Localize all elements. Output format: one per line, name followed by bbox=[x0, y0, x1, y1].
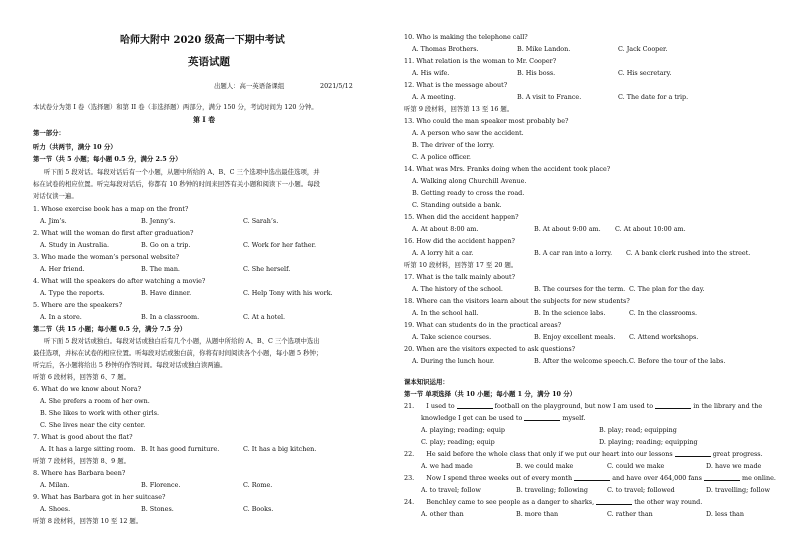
option-c[interactable]: C. A bank clerk rushed into the street. bbox=[626, 249, 751, 257]
question-text: 7. What is good about the flat? bbox=[33, 433, 133, 441]
option-b[interactable]: B. It has good furniture. bbox=[141, 445, 220, 453]
question-text: 15. When did the accident happen? bbox=[404, 213, 519, 221]
answer-blank[interactable] bbox=[457, 403, 493, 409]
question-text: 13. Who could the man speaker most probably be? bbox=[404, 117, 569, 125]
option-c[interactable]: C. At about 10:00 am. bbox=[615, 225, 686, 233]
question-text: 17. What is the talk mainly about? bbox=[404, 273, 516, 281]
material-note: 听第 6 段材料，回答第 6、7 题。 bbox=[33, 373, 131, 381]
option-b[interactable]: B. After the welcome speech. bbox=[534, 357, 629, 365]
option-c[interactable]: C. Rome. bbox=[243, 481, 273, 489]
question-text: 5. Where are the speakers? bbox=[33, 301, 123, 309]
option-b[interactable]: B. Mike Landon. bbox=[517, 45, 571, 53]
option-b[interactable]: B. In a classroom. bbox=[141, 313, 200, 321]
question-text: 18. Where can the visitors learn about the subjects for new students? bbox=[404, 297, 630, 305]
option-d[interactable]: D. playing; reading; equipping bbox=[599, 438, 698, 446]
question-text: 4. What will the speakers do after watching a movie? bbox=[33, 277, 206, 285]
answer-blank[interactable] bbox=[704, 475, 740, 481]
option-b[interactable]: B. Florence. bbox=[141, 481, 181, 489]
question-fragment: myself. bbox=[562, 414, 586, 422]
option-c[interactable]: C. She herself. bbox=[243, 265, 291, 273]
option-c[interactable]: C. The date for a trip. bbox=[618, 93, 689, 101]
question-fragment: Benchley came to see people as a danger to sharks, bbox=[426, 498, 595, 506]
question-text bbox=[404, 403, 762, 409]
option-a[interactable]: A. It has a large sitting room. bbox=[40, 445, 136, 453]
option-a[interactable]: A. we had made bbox=[421, 462, 473, 470]
material-note: 听第 8 段材料，回答第 10 至 12 题。 bbox=[33, 517, 143, 525]
option-a[interactable]: A. In the school hall. bbox=[412, 309, 479, 317]
author-line: 出题人：高一英语备课组 bbox=[214, 82, 285, 90]
part-one-heading: 第一部分： bbox=[33, 129, 65, 137]
option-b[interactable]: B. The courses for the term. bbox=[534, 285, 626, 293]
option-a[interactable]: A. Type the reports. bbox=[40, 289, 105, 297]
section-two-header: 第二节（共 15 小题；每小题 0.5 分，满分 7.5 分） bbox=[33, 325, 187, 333]
option-a[interactable]: A. His wife. bbox=[412, 69, 450, 77]
question-number: 24. bbox=[404, 498, 415, 506]
option-b[interactable]: B. At about 9:00 am. bbox=[534, 225, 601, 233]
question-text: 9. What has Barbara got in her suitcase? bbox=[33, 493, 166, 501]
option-b[interactable]: B. Go on a trip. bbox=[141, 241, 191, 249]
question-text: 1. Whose exercise book has a map on the front? bbox=[33, 205, 189, 213]
question-number: 22. bbox=[404, 450, 415, 458]
option-c[interactable]: C. to travel; followed bbox=[607, 486, 675, 494]
option-a[interactable]: A. During the lunch hour. bbox=[412, 357, 495, 365]
answer-blank[interactable] bbox=[675, 451, 711, 457]
section-two-directions: 听下面 5 段对话或独白。每段对话或独白后有几个小题，从题中所给的 A、B、C 三个选项中选出 bbox=[44, 337, 320, 345]
option-a[interactable]: A. She prefers a room of her own. bbox=[40, 397, 150, 405]
question-fragment: He said before the whole class that only if we put our heart into our lessons bbox=[426, 450, 673, 458]
option-a[interactable]: A. playing; reading; equip bbox=[421, 426, 505, 434]
question-text: 10. Who is making the telephone call? bbox=[404, 33, 528, 41]
option-a[interactable]: A. Her friend. bbox=[40, 265, 85, 273]
section-two-directions: 听完后，各小题将给出 5 秒钟的作答时间。每段对话或独白读两遍。 bbox=[33, 361, 227, 369]
option-a[interactable]: A. The history of the school. bbox=[412, 285, 503, 293]
question-text: 19. What can students do in the practical areas? bbox=[404, 321, 562, 329]
question-text bbox=[404, 499, 702, 505]
textbook-section-heading: 课本知识运用： bbox=[404, 378, 449, 386]
question-fragment: me online. bbox=[742, 474, 776, 482]
option-c[interactable]: C. Help Tony with his work. bbox=[243, 289, 333, 297]
option-a[interactable]: A. Walking along Churchill Avenue. bbox=[412, 177, 527, 185]
option-c[interactable]: C. Sarah’s. bbox=[243, 217, 279, 225]
option-c[interactable]: C. In the classrooms. bbox=[629, 309, 698, 317]
option-c[interactable]: C. Standing outside a bank. bbox=[412, 201, 502, 209]
option-b[interactable]: B. Stones. bbox=[141, 505, 174, 513]
question-text: 14. What was Mrs. Franks doing when the accident took place? bbox=[404, 165, 611, 173]
section-one-header: 第一节（共 5 小题；每小题 0.5 分，满分 2.5 分） bbox=[33, 155, 182, 163]
answer-blank[interactable] bbox=[655, 403, 691, 409]
question-text: 11. What relation is the woman to Mr. Cooper? bbox=[404, 57, 557, 65]
material-note: 听第 10 段材料，回答第 17 至 20 题。 bbox=[404, 261, 518, 269]
volume-label: 第 I 卷 bbox=[193, 115, 216, 124]
option-a[interactable]: A. In a store. bbox=[40, 313, 82, 321]
question-fragment: great progress. bbox=[712, 450, 763, 458]
question-text: 2. What will the woman do first after graduation? bbox=[33, 229, 194, 237]
option-c[interactable]: C. His secretary. bbox=[618, 69, 672, 77]
option-c[interactable]: C. Attend workshops. bbox=[629, 333, 699, 341]
option-c[interactable]: C. The plan for the day. bbox=[629, 285, 705, 293]
option-c[interactable]: C. Work for her father. bbox=[243, 241, 316, 249]
question-text bbox=[421, 415, 585, 421]
option-d[interactable]: D. have we made bbox=[706, 462, 762, 470]
option-b[interactable]: B. Have dinner. bbox=[141, 289, 192, 297]
answer-blank[interactable] bbox=[524, 415, 560, 421]
option-a[interactable]: A. Shoes. bbox=[40, 505, 71, 513]
material-note: 听第 7 段材料，回答第 8、9 题。 bbox=[33, 457, 131, 465]
section-one-directions: 对话仅读一遍。 bbox=[33, 192, 78, 200]
question-fragment: knowledge I get can be used to bbox=[421, 414, 523, 422]
question-fragment: and have over 464,000 fans bbox=[612, 474, 702, 482]
exam-date: 2021/5/12 bbox=[320, 82, 353, 90]
option-a[interactable]: A. A meeting. bbox=[412, 93, 456, 101]
option-a[interactable]: A. A person who saw the accident. bbox=[412, 129, 524, 137]
option-b[interactable]: B. Enjoy excellent meals. bbox=[534, 333, 616, 341]
option-c[interactable]: C. At a hotel. bbox=[243, 313, 286, 321]
question-text: 20. When are the visitors expected to ask questions? bbox=[404, 345, 576, 353]
answer-blank[interactable] bbox=[596, 499, 632, 505]
question-text: 6. What do we know about Nora? bbox=[33, 385, 142, 393]
question-fragment: Now I spend three weeks out of every month bbox=[426, 474, 573, 482]
option-b[interactable]: B. we could make bbox=[516, 462, 574, 470]
option-a[interactable]: A. At about 8:00 am. bbox=[412, 225, 479, 233]
intro-text: 本试卷分为第 I 卷（选择题）和第 II 卷（非选择题）两部分，满分 150 分，考试时间为 120 分钟。 bbox=[33, 103, 318, 111]
option-b[interactable]: B. The driver of the lorry. bbox=[412, 141, 495, 149]
option-c[interactable]: C. rather than bbox=[607, 510, 653, 518]
option-c[interactable]: C. Jack Cooper. bbox=[618, 45, 668, 53]
option-c[interactable]: C. Before the tour of the labs. bbox=[629, 357, 726, 365]
question-text: 16. How did the accident happen? bbox=[404, 237, 515, 245]
section-two-directions: 最佳选项，并标在试卷的相应位置。听每段对话或独白前，你将有时间阅读各个小题，每小题 5 秒钟； bbox=[33, 349, 323, 357]
option-a[interactable]: A. Thomas Brothers. bbox=[412, 45, 479, 53]
question-text: 12. What is the message about? bbox=[404, 81, 508, 89]
question-number: 21. bbox=[404, 402, 415, 410]
option-b[interactable]: B. traveling; following bbox=[516, 486, 588, 494]
option-a[interactable]: A. other than bbox=[421, 510, 464, 518]
option-a[interactable]: A. Take science courses. bbox=[412, 333, 492, 341]
listening-heading: 听力（共两节，满分 10 分） bbox=[33, 143, 117, 151]
question-fragment: in the library and the bbox=[693, 402, 763, 410]
question-fragment: the other way round. bbox=[634, 498, 703, 506]
option-b[interactable]: B. In the science labs. bbox=[534, 309, 606, 317]
question-fragment: football on the playground, but now I am used to bbox=[494, 402, 654, 410]
question-text bbox=[404, 475, 776, 481]
answer-blank[interactable] bbox=[574, 475, 610, 481]
question-text: 3. Who made the woman’s personal website? bbox=[33, 253, 180, 261]
option-a[interactable]: A. Jim’s. bbox=[40, 217, 67, 225]
option-b[interactable]: B. A visit to France. bbox=[517, 93, 582, 101]
option-b[interactable]: B. play; read; equipping bbox=[599, 426, 677, 434]
option-c[interactable]: C. It has a big kitchen. bbox=[243, 445, 317, 453]
section-one-directions: 听下面 5 段对话。每段对话后有一个小题，从题中所给的 A、B、C 三个选项中选出最佳选项，并 bbox=[44, 168, 320, 176]
option-c[interactable]: C. She lives near the city center. bbox=[40, 421, 146, 429]
option-a[interactable]: A. Milan. bbox=[40, 481, 70, 489]
material-note: 听第 9 段材料，回答第 13 至 16 题。 bbox=[404, 105, 514, 113]
question-text bbox=[404, 451, 763, 457]
option-a[interactable]: A. A lorry hit a car. bbox=[412, 249, 474, 257]
option-b[interactable]: B. The man. bbox=[141, 265, 180, 273]
option-b[interactable]: B. His boss. bbox=[517, 69, 556, 77]
option-b[interactable]: B. Getting ready to cross the road. bbox=[412, 189, 525, 197]
question-number: 23. bbox=[404, 474, 415, 482]
option-a[interactable]: A. Study in Australia. bbox=[40, 241, 110, 249]
option-d[interactable]: D. less than bbox=[706, 510, 744, 518]
option-b[interactable]: B. Jenny’s. bbox=[141, 217, 176, 225]
subject-title: 英语试题 bbox=[188, 56, 230, 68]
option-b[interactable]: B. She likes to work with other girls. bbox=[40, 409, 160, 417]
single-choice-header: 第一节 单项选择（共 10 小题；每小题 1 分，满分 10 分） bbox=[404, 390, 577, 398]
option-c[interactable]: C. Books. bbox=[243, 505, 274, 513]
option-b[interactable]: B. more than bbox=[516, 510, 559, 518]
section-one-directions: 标在试卷的相应位置。听完每段对话后，你都有 10 秒钟的时间来回答有关小题和阅读下一小题。每段 bbox=[33, 180, 320, 188]
option-b[interactable]: B. A car ran into a lorry. bbox=[534, 249, 613, 257]
option-c[interactable]: C. could we make bbox=[607, 462, 665, 470]
right-column bbox=[400, 0, 794, 560]
exam-title: 哈师大附中 2020 级高一下期中考试 bbox=[120, 35, 285, 46]
option-d[interactable]: D. travelling; follow bbox=[706, 486, 770, 494]
question-fragment: I used to bbox=[426, 402, 455, 410]
option-a[interactable]: A. to travel; follow bbox=[421, 486, 481, 494]
option-c[interactable]: C. play; reading; equip bbox=[421, 438, 495, 446]
option-c[interactable]: C. A police officer. bbox=[412, 153, 471, 161]
question-text: 8. Where has Barbara been? bbox=[33, 469, 126, 477]
